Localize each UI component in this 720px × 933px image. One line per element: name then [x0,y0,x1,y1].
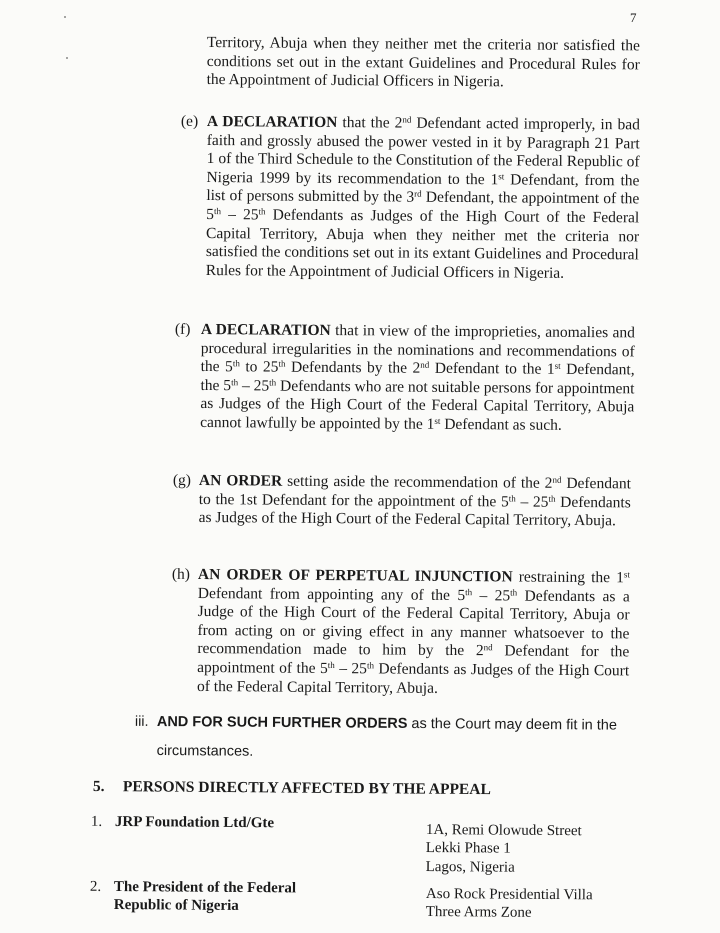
relief-h [171,565,630,700]
section-number: 5. [92,778,105,796]
ordinal-suffix: th [269,377,277,388]
intro-continuation: Territory, Abuja when they neither met the criteria nor satisfied the conditions set out in the extant Guidelines and Procedural Rules for the Appointment of Judicial Officers in Nigeria. [206,34,640,91]
ordinal-suffix: th [258,206,266,217]
ordinal-suffix: th [465,586,473,597]
relief-g [172,471,631,531]
relief-text: that in view of the improprieties, anomalies and procedural irregularities in the nominations and recommendations of the 5th to 25th Defendants by the 2nd Defendant to the 1st Defendant, the 5th – 25th Defendants who are not suitable persons for appointment as Judges of the High Court of the Federal Capital Territory, Abuja cannot lawfully be appointed by the 1st Defendant as such. [200,322,635,434]
person-2 [89,878,344,916]
ordinal-suffix: nd [552,474,562,485]
ordinal-suffix: th [213,206,222,217]
scan-speck [66,57,68,59]
person-name: JRP Foundation Ltd/Gte [114,813,275,832]
person-2-address [426,885,593,923]
ordinal-suffix: th [327,659,335,671]
relief-f [174,320,635,436]
scan-speck [64,16,66,18]
ordinal-suffix: th [366,660,375,671]
address-line: Lekki Phase 1 [425,840,511,857]
ordinal-suffix: th [508,493,516,504]
person-1 [90,813,335,833]
address-line: 1A, Remi Olowude Street [425,821,582,840]
ordinal-suffix: th [278,358,286,369]
relief-label: iii. [134,713,149,730]
relief-lead: AND FOR SUCH FURTHER ORDERS [156,713,408,732]
relief-e [180,112,641,284]
relief-lead: A DECLARATION [206,113,338,132]
relief-iii [134,708,632,770]
ordinal-suffix: st [498,171,505,182]
relief-label: (f) [174,320,191,338]
relief-label: (g) [172,471,192,489]
relief-label: (e) [180,112,199,130]
ordinal-suffix: nd [420,359,430,370]
relief-lead: AN ORDER [198,472,283,490]
address-line: Lagos, Nigeria [425,858,515,876]
relief-text: as the Court may deem fit in the circumstances. [156,715,618,760]
section-heading [93,778,491,799]
address-line: Three Arms Zone [425,904,532,922]
ordinal-suffix: st [434,415,441,426]
person-number: 1. [90,813,103,830]
relief-lead: A DECLARATION [200,321,331,340]
relief-text: restraining the 1st Defendant from appointing any of the 5th – 25th Defendants as a Judge of the High Court of the Federal Capital Territory, Abuja or from acting on or giving effect in any manner whatsoever to the recommendation made to him by the 2nd Defendant for the appointment of the 5th – 25th Defendants as Judges of the High Court of the Federal Capital Territory, Abuja. [196,568,630,697]
page-number: 7 [630,10,637,25]
person-1-address [426,821,582,877]
ordinal-suffix: th [231,377,239,388]
relief-text: setting aside the recommendation of the 2nd Defendant to the 1st Defendant for the appointment of the 5th – 25th Defendants as Judges of the High Court of the Federal Capital Territory, Abuja. [198,472,631,530]
address-line: Aso Rock Presidential Villa [425,885,593,904]
ordinal-suffix: th [548,493,556,504]
relief-text: that the 2nd Defendant acted improperly, in bad faith and grossly abused the power vested in it by Paragraph 21 Part 1 of the Third Schedule to the Constitution of the Federal Republic of Nigeria 1999 by its recommendation to the 1st Defendant, from the list of persons submitted by the 3rd Defendant, the appointment of the 5th – 25th Defendants as Judges of the High Court of the Federal Capital Territory, Abuja when they neither met the criteria nor satisfied the conditions set out in its extant Guidelines and Procedural Rules for the Appointment of Judicial Officers in Nigeria. [205,114,641,282]
ordinal-suffix: th [510,587,518,598]
ordinal-suffix: th [232,358,240,369]
relief-lead: AN ORDER OF PERPETUAL INJUNCTION [197,566,513,586]
ordinal-suffix: nd [402,114,412,125]
ordinal-suffix: nd [483,642,493,653]
section-title: PERSONS DIRECTLY AFFECTED BY THE APPEAL [122,778,491,799]
ordinal-suffix: rd [414,189,422,200]
ordinal-suffix: st [623,569,630,580]
ordinal-suffix: st [554,360,561,372]
person-number: 2. [89,878,102,895]
person-name: The President of the Federal Republic of Nigeria [113,878,297,914]
relief-label: (h) [171,565,191,583]
